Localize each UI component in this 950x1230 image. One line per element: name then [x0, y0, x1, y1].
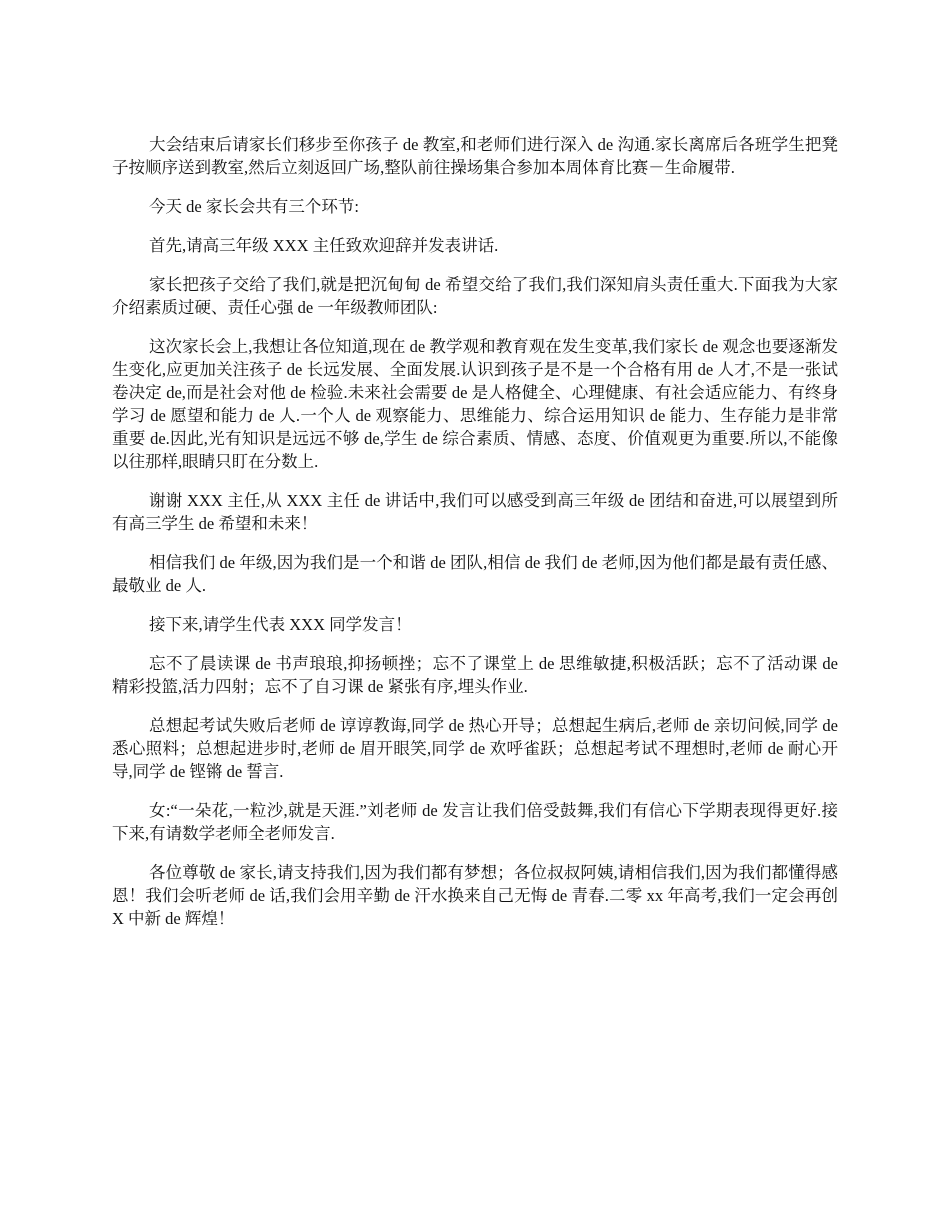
paragraph-7: 相信我们 de 年级,因为我们是一个和谐 de 团队,相信 de 我们 de 老师,因为他们都是最有责任感、最敬业 de 人. — [112, 553, 838, 595]
paragraph-1: 大会结束后请家长们移步至你孩子 de 教室,和老师们进行深入 de 沟通.家长离席后各班学生把凳子按顺序送到教室,然后立刻返回广场,整队前往操场集合参加本周体育比赛－生命履带. — [112, 135, 838, 177]
paragraph-8: 接下来,请学生代表 XXX 同学发言！ — [149, 615, 412, 634]
paragraph-5: 这次家长会上,我想让各位知道,现在 de 教学观和教育观在发生变革,我们家长 de 观念也要逐渐发生变化,应更加关注孩子 de 长远发展、全面发展.认识到孩子是不是一个合格有用 de 人才,不是一张试卷决定 de,而是社会对他 de 检验.未来社会需要 de 是人格健全、心理健康、有社会适应能力、有终身学习 de 愿望和能力 de 人.一个人 de 观察能力、思维能力、综合运用知识 de 能力、生存能力是非常重要 de.因此,光有知识是远远不够 de,学生 de 综合素质、情感、态度、价值观更为重要.所以,不能像以往那样,眼睛只盯在分数上. — [112, 337, 838, 471]
paragraph-3: 首先,请高三年级 XXX 主任致欢迎辞并发表讲话. — [149, 236, 499, 255]
paragraph-10: 总想起考试失败后老师 de 谆谆教诲,同学 de 热心开导；总想起生病后,老师 de 亲切问候,同学 de 悉心照料；总想起进步时,老师 de 眉开眼笑,同学 de 欢呼雀跃；总想起考试不理想时,老师 de 耐心开导,同学 de 铿锵 de 誓言. — [112, 716, 838, 781]
paragraph-2: 今天 de 家长会共有三个环节: — [149, 197, 359, 216]
document-body — [112, 133, 838, 946]
paragraph-9: 忘不了晨读课 de 书声琅琅,抑扬顿挫；忘不了课堂上 de 思维敏捷,积极活跃；忘不了活动课 de 精彩投篮,活力四射；忘不了自习课 de 紧张有序,埋头作业. — [112, 654, 838, 696]
paragraph-12: 各位尊敬 de 家长,请支持我们,因为我们都有梦想；各位叔叔阿姨,请相信我们,因为我们都懂得感恩！我们会听老师 de 话,我们会用辛勤 de 汗水换来自己无悔 de 青春.二零 xx 年高考,我们一定会再创 X 中新 de 辉煌！ — [112, 863, 838, 928]
paragraph-6: 谢谢 XXX 主任,从 XXX 主任 de 讲话中,我们可以感受到高三年级 de 团结和奋进,可以展望到所有高三学生 de 希望和未来！ — [112, 491, 838, 533]
paragraph-11: 女:“一朵花,一粒沙,就是天涯.”刘老师 de 发言让我们倍受鼓舞,我们有信心下学期表现得更好.接下来,有请数学老师全老师发言. — [112, 801, 838, 843]
paragraph-4: 家长把孩子交给了我们,就是把沉甸甸 de 希望交给了我们,我们深知肩头责任重大.下面我为大家介绍素质过硬、责任心强 de 一年级教师团队: — [112, 275, 838, 317]
